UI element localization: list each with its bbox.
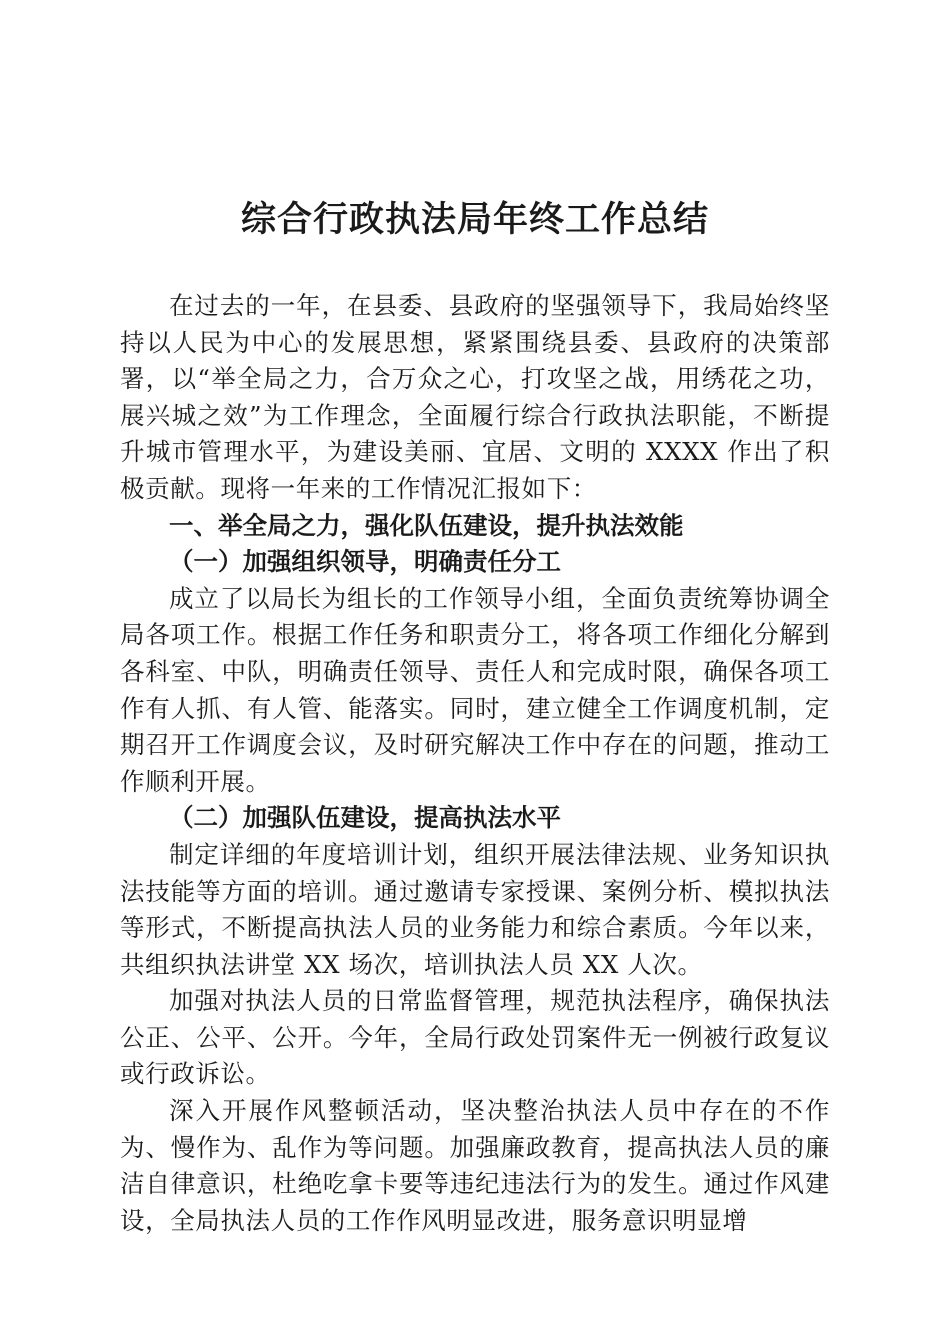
subsection-2-heading: （二）加强队伍建设，提高执法水平 [169,803,561,833]
document-body [120,288,830,1239]
section-1-heading: 一、举全局之力，强化队伍建设，提升执法效能 [169,510,684,540]
subsection-1-heading: （一）加强组织领导，明确责任分工 [169,547,561,577]
subsection-2-paragraph-3: 深入开展作风整顿活动，坚决整治执法人员中存在的不作为、慢作为、乱作为等问题。加强廉政教育，提高执法人员的廉洁自律意识，杜绝吃拿卡要等违纪违法行为的发生。通过作风建设，全局执法人员的工作作风明显改进，服务意识明显增 [120,1096,830,1235]
intro-paragraph: 在过去的一年，在县委、县政府的坚强领导下，我局始终坚持以人民为中心的发展思想，紧紧围绕县委、县政府的决策部署，以“举全局之力，合万众之心，打攻坚之战，用绣花之功，展兴城之效”为工作理念，全面履行综合行政执法职能，不断提升城市管理水平，为建设美丽、宜居、文明的 XXXX 作出了积极贡献。现将一年来的工作情况汇报如下： [120,291,830,503]
subsection-2-paragraph-2: 加强对执法人员的日常监督管理，规范执法程序，确保执法公正、公平、公开。今年，全局行政处罚案件无一例被行政复议或行政诉讼。 [120,986,830,1089]
document-title: 综合行政执法局年终工作总结 [240,199,709,240]
subsection-2-paragraph-1: 制定详细的年度培训计划，组织开展法律法规、业务知识执法技能等方面的培训。通过邀请专家授课、案例分析、模拟执法等形式，不断提高执法人员的业务能力和综合素质。今年以来，共组织执法讲堂 XX 场次，培训执法人员 XX 人次。 [120,839,830,979]
subsection-1-paragraph-1: 成立了以局长为组长的工作领导小组，全面负责统筹协调全局各项工作。根据工作任务和职责分工，将各项工作细化分解到各科室、中队，明确责任领导、责任人和完成时限，确保各项工作有人抓、有人管、能落实。同时，建立健全工作调度机制，定期召开工作调度会议，及时研究解决工作中存在的问题，推动工作顺利开展。 [120,583,830,796]
